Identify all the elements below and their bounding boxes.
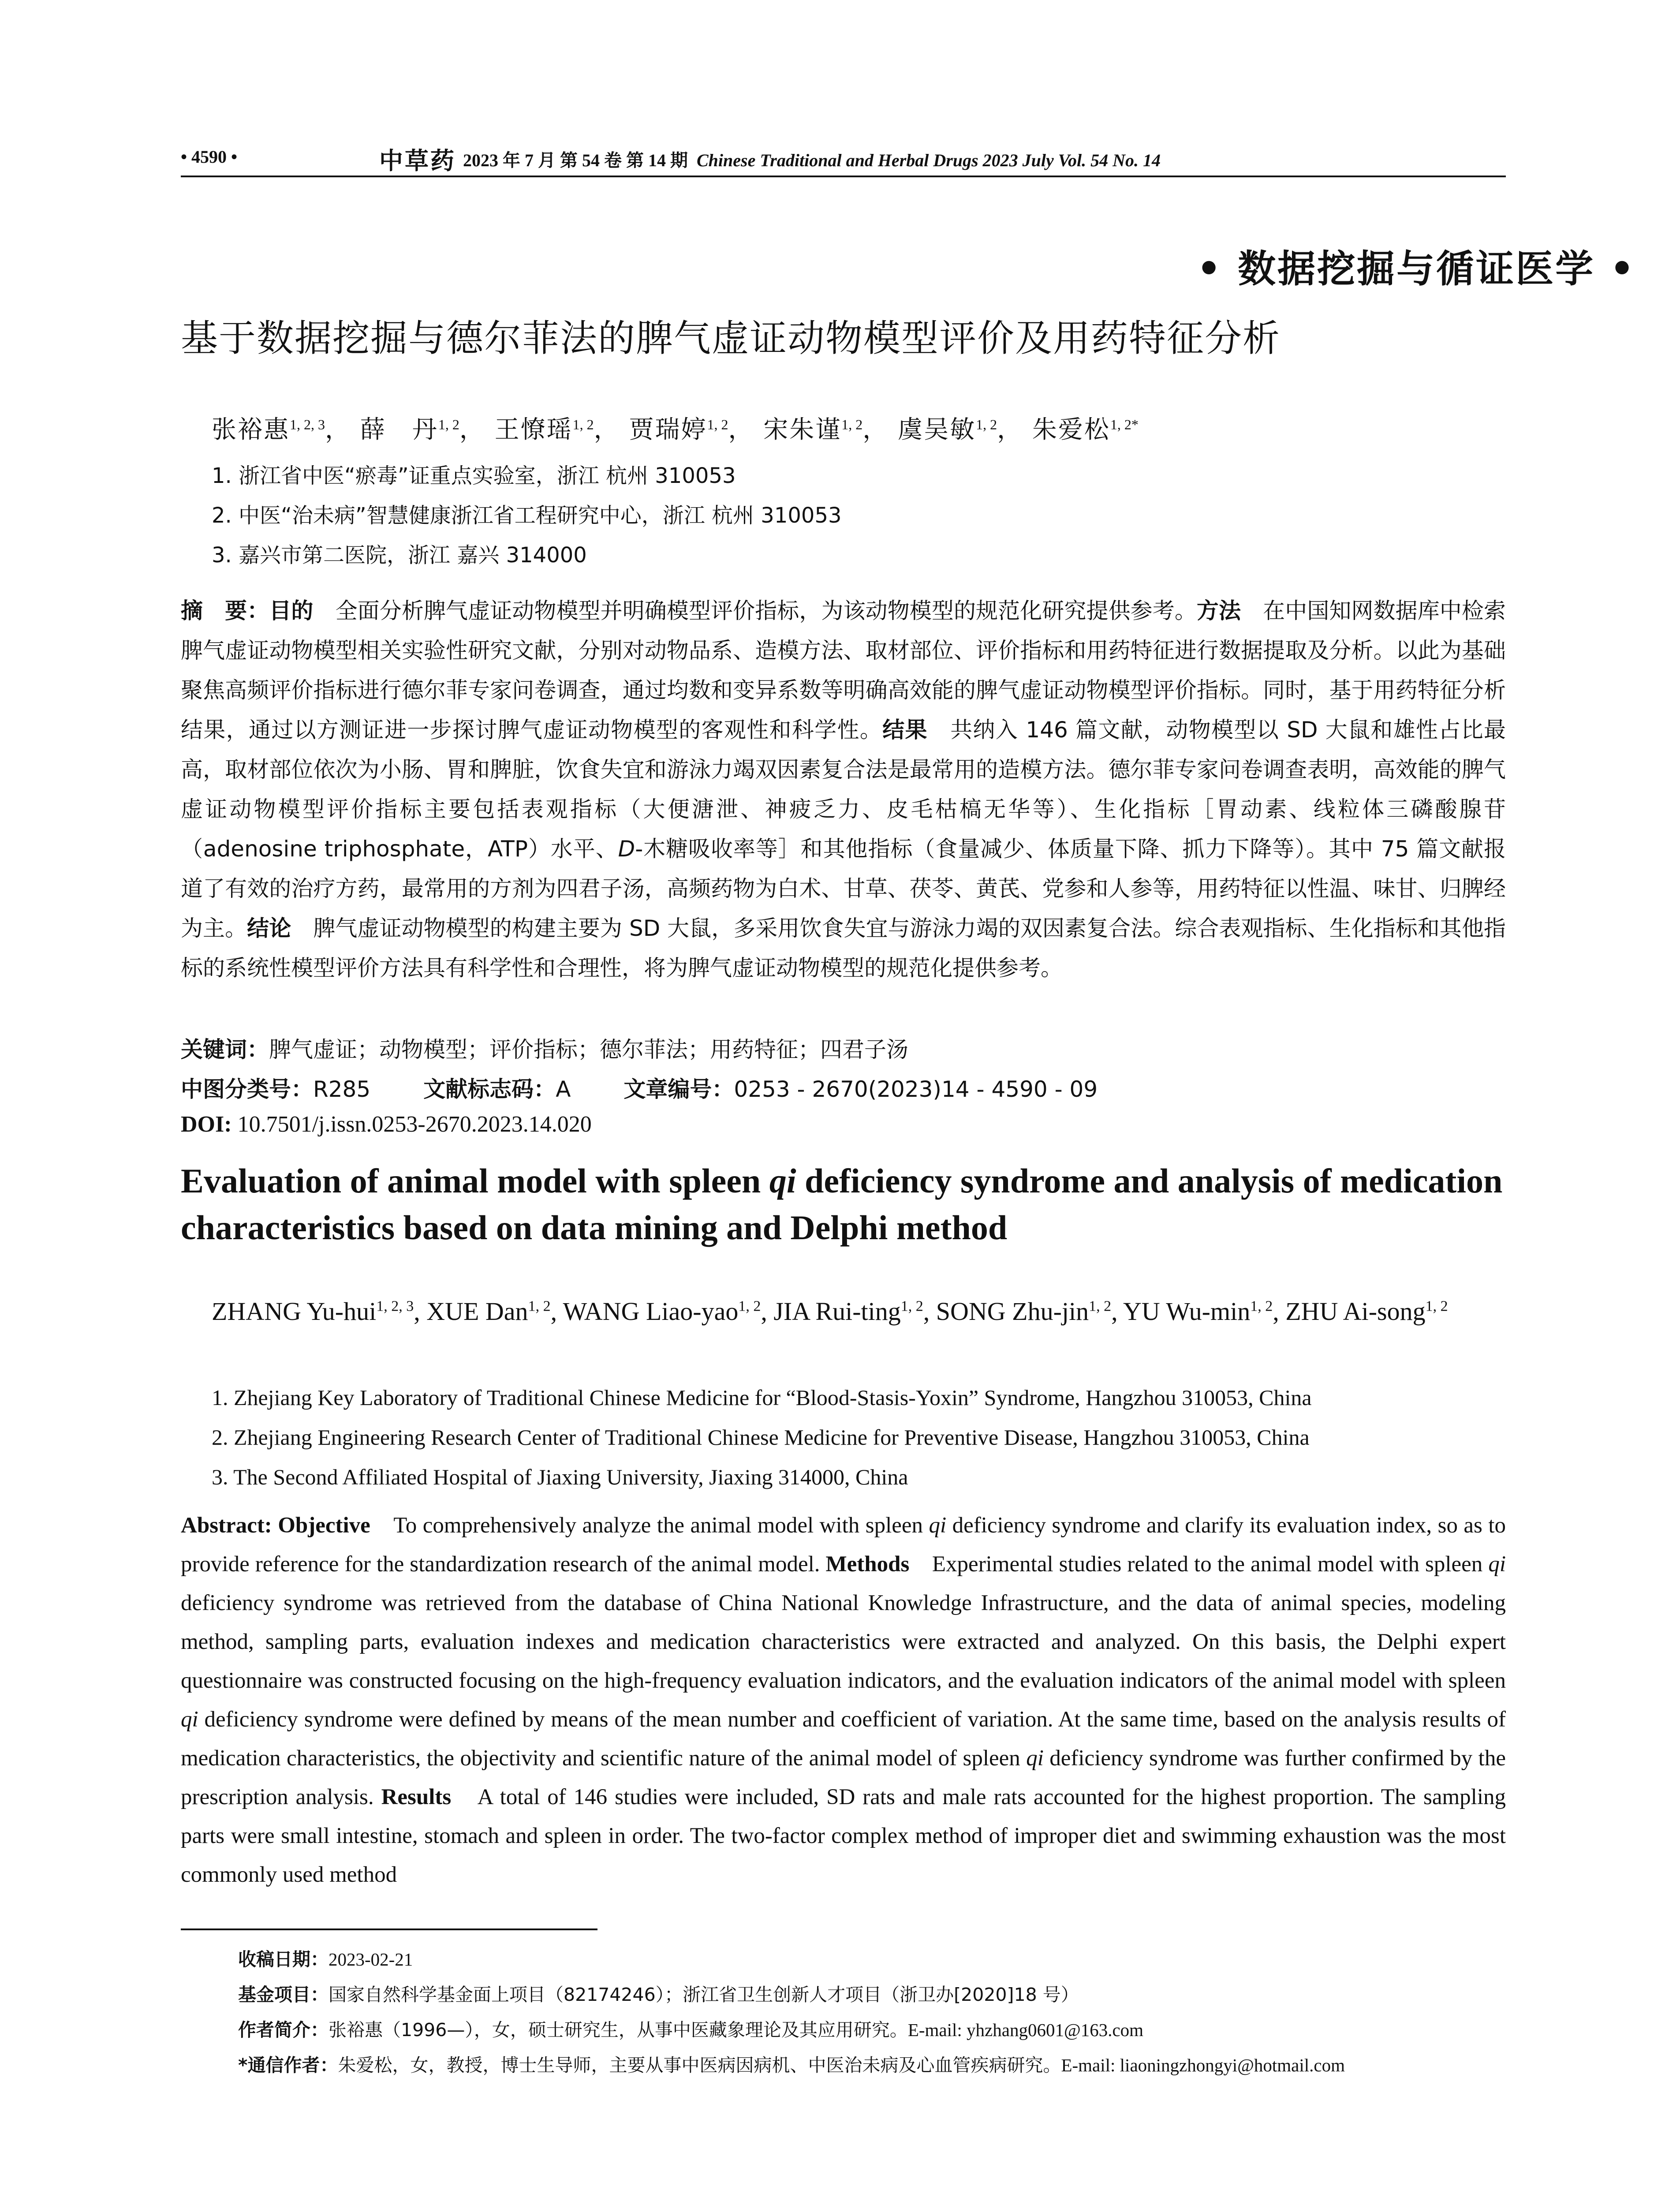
author-en: ZHANG Yu-hui$^{1, 2, 3}$ xyxy=(212,1297,414,1326)
author-en: YU $Wu-\min^{1, 2}$ xyxy=(1123,1297,1273,1326)
author-cn: 张裕惠$^{1, 2, 3}$ xyxy=(212,415,325,444)
footnote-corresponding: *通信作者：朱爱松，女，教授，博士生导师，主要从事中医病因病机、中医治未病及心血管疾病研究。E-mail: liaoningzhongyi@hotmail.com xyxy=(238,2055,1345,2076)
classification: 中图分类号：R285 文献标志码：A 文章编号：0253 - 2670(2023)14 - 4590 - 09 xyxy=(181,1076,1098,1102)
authors-cn: 张裕惠$^{1, 2, 3}$， 薛 丹$^{1, 2}$， 王憭瑶$^{1, 2}$， 贾瑞婷$^{1, 2}$， 宋朱谨$^{1, 2}$， 虞吴敏$^{1, 2}$， 朱爱松$^{1, 2*}$ xyxy=(212,415,1139,444)
author-cn: 朱爱松$^{1, 2*}$ xyxy=(1032,415,1139,444)
doi: DOI: 10.7501/j.issn.0253-2670.2023.14.020 xyxy=(181,1112,592,1137)
journal-en: Chinese Traditional and Herbal Drugs 2023 July Vol. 54 No. 14 xyxy=(697,150,1161,170)
abstract-en: Abstract: Objective To comprehensively analyze the animal model with spleen qi deficiency syndrome and clarify its evaluation index, so as to provide reference for the standardization research of the animal model. Methods Experimental studies related to the animal model with spleen qi deficiency syndrome was retrieved from the database of China National Knowledge Infrastructure, and the data of animal species, modeling method, sampling parts, evaluation indexes and medication characteristics were extracted and analyzed. On this basis, the Delphi expert questionnaire was constructed focusing on the high-frequency evaluation indicators, and the evaluation indicators of the animal model with spleen qi deficiency syndrome were defined by means of the mean number and coefficient of variation. At the same time, based on the analysis results of medication characteristics, the objectivity and scientific nature of the animal model of spleen qi deficiency syndrome was further confirmed by the prescription analysis. Results A total of 146 studies were included, SD rats and male rats accounted for the highest proportion. The sampling parts were small intestine, stomach and spleen in order. The two-factor complex method of improper diet and swimming exhaustion was the most commonly used method xyxy=(181,1513,1506,1887)
footnote-rule xyxy=(181,1928,597,1930)
keywords: 关键词：脾气虚证；动物模型；评价指标；德尔菲法；用药特征；四君子汤 xyxy=(181,1037,908,1062)
issue-info xyxy=(463,146,1161,172)
author-cn: 宋朱谨$^{1, 2}$ xyxy=(763,415,863,444)
authors-en: ZHANG Yu-hui$^{1, 2, 3}$, XUE Dan$^{1, 2}$, WANG Liao-yao$^{1, 2}$, JIA Rui-ting$^{1, 2}$, SONG Zhu-jin$^{1, 2}$, YU $Wu-\min^{1, 2}$, ZHU Ai-song$^{1, 2}$ xyxy=(212,1297,1448,1326)
affiliation-en-3: 3. The Second Affiliated Hospital of Jiaxing University, Jiaxing 314000, China xyxy=(212,1465,908,1489)
affiliation-cn-3: 3. 嘉兴市第二医院，浙江 嘉兴 314000 xyxy=(212,543,587,568)
footnote-fund: 基金项目：国家自然科学基金面上项目（82174246）；浙江省卫生创新人才项目（浙卫办[2020]18 号） xyxy=(238,1984,1079,2005)
title-en: Evaluation of animal model with spleen qi deficiency syndrome and analysis of medication characteristics based on data mining and Delphi method xyxy=(181,1162,1503,1247)
journal-logo-cn: 中草药 xyxy=(379,148,456,174)
author-cn: 贾瑞婷$^{1, 2}$ xyxy=(629,415,728,444)
author-en: XUE Dan$^{1, 2}$ xyxy=(426,1297,551,1326)
author-en: WANG Liao-yao$^{1, 2}$ xyxy=(563,1297,761,1326)
footnote-author-bio: 作者简介：张裕惠（1996—），女，硕士研究生，从事中医藏象理论及其应用研究。E-mail: yhzhang0601@163.com xyxy=(238,2019,1144,2041)
author-cn: 虞吴敏$^{1, 2}$ xyxy=(898,415,997,444)
author-cn: 王憭瑶$^{1, 2}$ xyxy=(494,415,594,444)
title-cn: 基于数据挖掘与德尔菲法的脾气虚证动物模型评价及用药特征分析 xyxy=(181,317,1281,360)
footnote-received: 收稿日期：2023-02-21 xyxy=(238,1949,413,1970)
affiliation-cn-2: 2. 中医“治未病”智慧健康浙江省工程研究中心，浙江 杭州 310053 xyxy=(212,503,842,528)
author-email[interactable]: E-mail: yhzhang0601@163.com xyxy=(907,2020,1144,2040)
header-rule xyxy=(181,176,1506,177)
affiliation-cn-1: 1. 浙江省中医“瘀毒”证重点实验室，浙江 杭州 310053 xyxy=(212,463,736,488)
author-cn: 薛 丹$^{1, 2}$ xyxy=(360,415,459,444)
running-header xyxy=(181,142,1506,173)
author-en: ZHU Ai-song$^{1, 2}$ xyxy=(1285,1297,1448,1326)
author-en: SONG Zhu-jin$^{1, 2}$ xyxy=(936,1297,1112,1326)
section-label: • 数据挖掘与循证医学 • xyxy=(1197,247,1636,291)
author-en: JIA Rui-ting$^{1, 2}$ xyxy=(773,1297,923,1326)
corresponding-email[interactable]: E-mail: liaoningzhongyi@hotmail.com xyxy=(1061,2055,1345,2075)
page-number: • 4590 • xyxy=(181,147,238,167)
issue-cn: 2023 年 7 月 第 54 卷 第 14 期 xyxy=(463,150,688,170)
abstract-cn: 摘 要：目的 全面分析脾气虚证动物模型并明确模型评价指标，为该动物模型的规范化研究提供参考。方法 在中国知网数据库中检索脾气虚证动物模型相关实验性研究文献，分别对动物品系、造模方法、取材部位、评价指标和用药特征进行数据提取及分析。以此为基础聚焦高频评价指标进行德尔菲专家问卷调查，通过均数和变异系数等明确高效能的脾气虚证动物模型评价指标。同时，基于用药特征分析结果，通过以方测证进一步探讨脾气虚证动物模型的客观性和科学性。结果 共纳入 146 篇文献，动物模型以 SD 大鼠和雄性占比最高，取材部位依次为小肠、胃和脾脏，饮食失宜和游泳力竭双因素复合法是最常用的造模方法。德尔菲专家问卷调查表明，高效能的脾气虚证动物模型评价指标主要包括表观指标（大便溏泄、神疲乏力、皮毛枯槁无华等）、生化指标［胃动素、线粒体三磷酸腺苷（adenosine triphosphate，ATP）水平、D-木糖吸收率等］和其他指标（食量减少、体质量下降、抓力下降等）。其中 75 篇文献报道了有效的治疗方药，最常用的方剂为四君子汤，高频药物为白术、甘草、茯苓、黄芪、党参和人参等，用药特征以性温、味甘、归脾经为主。结论 脾气虚证动物模型的构建主要为 SD 大鼠，多采用饮食失宜与游泳力竭的双因素复合法。综合表观指标、生化指标和其他指标的系统性模型评价方法具有科学性和合理性，将为脾气虚证动物模型的规范化提供参考。 xyxy=(181,598,1506,981)
affiliation-en-2: 2. Zhejiang Engineering Research Center of Traditional Chinese Medicine for Preventive Disease, Hangzhou 310053, China xyxy=(212,1425,1310,1450)
affiliation-en-1: 1. Zhejiang Key Laboratory of Traditional Chinese Medicine for “Blood-Stasis-Yoxin” Syndrome, Hangzhou 310053, China xyxy=(212,1385,1312,1410)
